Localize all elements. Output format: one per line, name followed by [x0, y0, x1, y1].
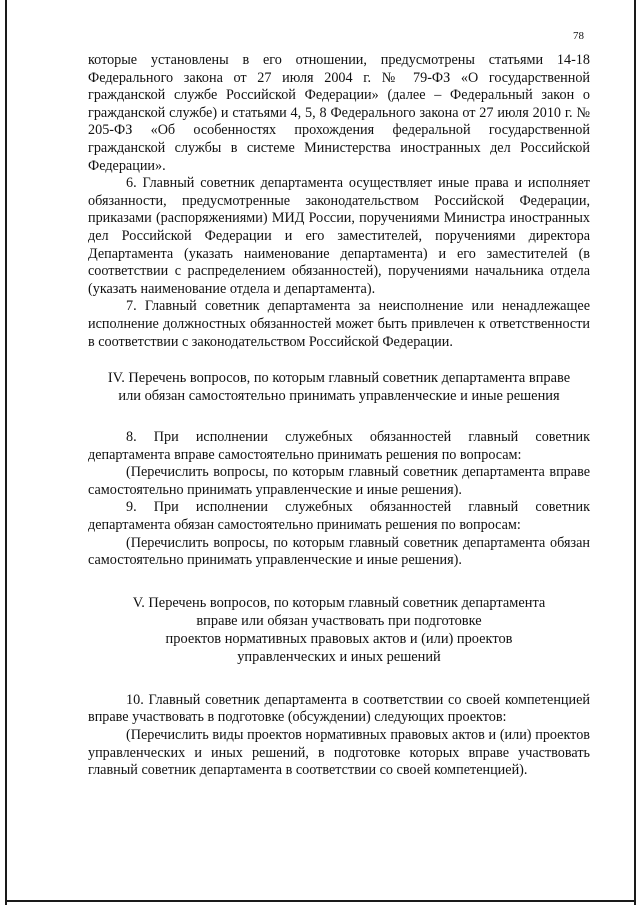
- scan-border-right: [634, 0, 636, 905]
- section-4-heading-line-1: IV. Перечень вопросов, по которым главный советник департамента вправе: [107, 370, 571, 387]
- paragraph-10-note: (Перечислить виды проектов нормативных правовых актов и (или) проектов управленческих и иных решений, в подготовке которых вправе участвовать главный советник департамента в соответствии со своей компетенцией).: [88, 727, 590, 779]
- scan-border-left: [5, 0, 7, 905]
- document-body: [88, 52, 590, 780]
- paragraph-9-note: (Перечислить вопросы, по которым главный советник департамента обязан самостоятельно принимать управленческие и иные решения).: [88, 534, 590, 569]
- section-4-heading: [88, 369, 590, 405]
- paragraph-8-note: (Перечислить вопросы, по которым главный советник департамента вправе самостоятельно принимать управленческие и иные решения).: [88, 464, 590, 498]
- scan-border-bottom: [5, 900, 636, 902]
- section-4-heading-line-2: или обязан самостоятельно принимать управленческие и иные решения: [118, 388, 560, 405]
- section-5-heading-line-2: вправе или обязан участвовать при подготовке: [196, 612, 482, 629]
- paragraph-8: 8. При исполнении служебных обязанностей главный советник департамента вправе самостоятельно принимать решения по вопросам:: [88, 429, 590, 463]
- section-5-heading: [88, 594, 590, 666]
- paragraph-10: 10. Главный советник департамента в соответствии со своей компетенцией вправе участвовать в подготовке (обсуждении) следующих проектов:: [88, 691, 590, 726]
- paragraph-6: 6. Главный советник департамента осуществляет иные права и исполняет обязанности, предусмотренные законодательством Российской Федерации, приказами (распоряжениями) МИД России, поручениями Министра иностранных дел Российской Федерации и его заместителей, поручениями директора Департамента (указать наименование департамента) и его заместителей (в соответствии с распределением обязанностей), поручениями начальника отдела (указать наименование отдела и департамента).: [88, 175, 590, 297]
- page-number: 78: [573, 30, 584, 42]
- section-5-heading-line-1: V. Перечень вопросов, по которым главный советник департамента: [132, 594, 546, 611]
- paragraph-continuation: которые установлены в его отношении, предусмотрены статьями 14-18 Федерального закона от 27 июля 2004 г. № 79-ФЗ «О государственной гражданской службе Российской Федерации» (далее – Федеральный закон о гражданской службе) и статьями 4, 5, 8 Федерального закона от 27 июля 2010 г. № 205-ФЗ «Об особенностях прохождения федеральной государственной гражданской службы в системе Министерства иностранных дел Российской Федерации».: [88, 52, 590, 174]
- section-5-heading-line-4: управленческих и иных решений: [237, 648, 441, 665]
- paragraph-7: 7. Главный советник департамента за неисполнение или ненадлежащее исполнение должностных обязанностей может быть привлечен к ответственности в соответствии с законодательством Российской Федерации.: [88, 298, 590, 350]
- section-5-heading-line-3: проектов нормативных правовых актов и (или) проектов: [165, 630, 513, 647]
- paragraph-9: 9. При исполнении служебных обязанностей главный советник департамента обязан самостоятельно принимать решения по вопросам:: [88, 499, 590, 534]
